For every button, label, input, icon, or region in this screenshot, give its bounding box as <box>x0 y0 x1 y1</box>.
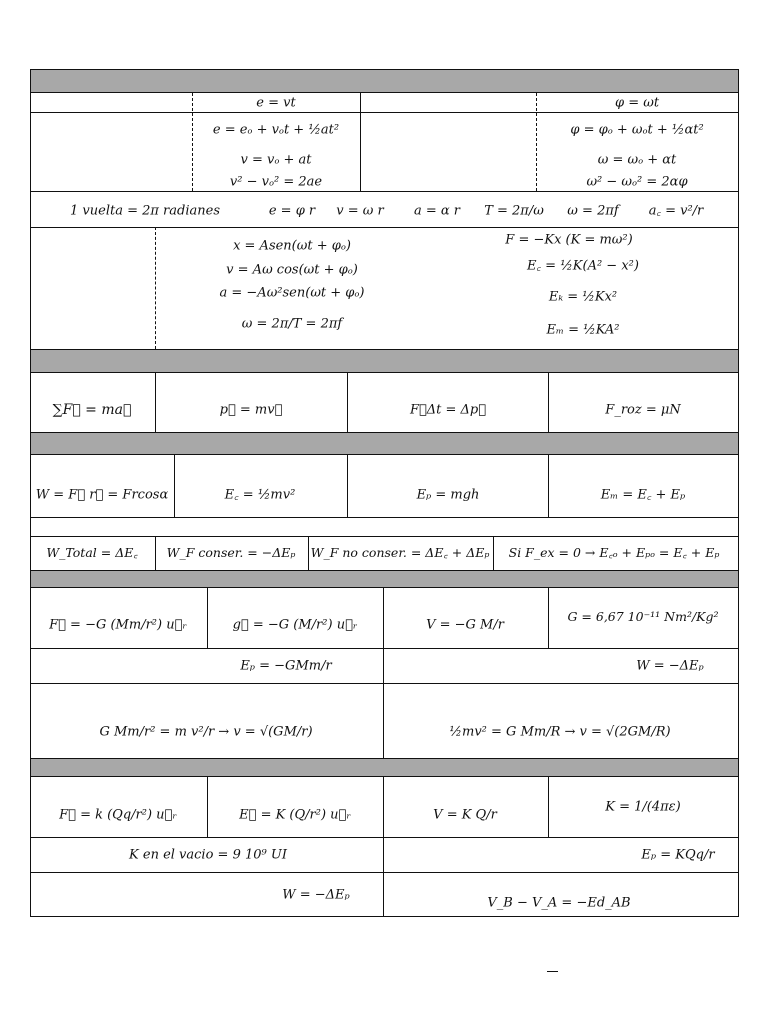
formula-electric-potential: V = K Q/r <box>433 807 497 823</box>
row-divider <box>30 536 739 537</box>
formula-shm-position: x = Asen(ωt + φₒ) <box>233 238 351 254</box>
formula-mechanical-energy: Eₘ = E꜀ + Eₚ <box>600 487 686 503</box>
formula-kinetic-energy: E꜀ = ½mv² <box>224 487 296 503</box>
formula-gravity-constant: G = 6,67 10⁻¹¹ Nm²/Kg² <box>567 608 719 624</box>
column-divider <box>192 93 193 191</box>
column-divider <box>155 373 156 432</box>
formula-angular-timeless: ω² − ωₒ² = 2αφ <box>586 174 688 190</box>
section-band-dynamics <box>30 349 739 373</box>
column-divider <box>207 588 208 648</box>
column-divider <box>347 455 348 517</box>
formula-orbital-velocity: G Mm/r² = m v²/r → v = √(GM/r) <box>99 724 313 740</box>
formula-gravity-force: F⃗ = −G (Mm/r²) u⃗ᵣ <box>49 617 187 633</box>
column-divider <box>548 455 549 517</box>
formula-accel-velocity: v = vₒ + at <box>240 152 312 168</box>
relation-frequency: ω = 2πf <box>567 203 619 219</box>
formula-electric-field: E⃗ = K (Q/r²) u⃗ᵣ <box>239 807 351 823</box>
column-divider <box>493 536 494 570</box>
formula-shm-mechanical: Eₘ = ½KA² <box>546 322 620 338</box>
formula-potential-difference: V_B − V_A = −Ed_AB <box>487 895 631 911</box>
section-band-gravitation <box>30 570 739 588</box>
column-divider <box>383 777 384 917</box>
row-divider <box>30 837 739 838</box>
column-divider <box>207 777 208 837</box>
formula-vacuum-constant: K en el vacio = 9 10⁹ UI <box>129 847 287 863</box>
column-divider <box>548 588 549 648</box>
formula-escape-velocity: ½mv² = G Mm/R → v = √(2GM/R) <box>449 724 671 740</box>
formula-uniform-angular: φ = ωt <box>614 95 660 111</box>
column-divider <box>548 373 549 432</box>
formula-newton-second: ∑F⃗ = ma⃗ <box>52 402 132 418</box>
section-band-energy <box>30 432 739 455</box>
relation-accel: a = α r <box>413 203 461 219</box>
column-divider <box>360 93 361 191</box>
formula-shm-force: F = −Kx (K = mω²) <box>505 232 633 248</box>
row-divider <box>30 112 739 113</box>
row-divider <box>30 648 739 649</box>
formula-shm-frequency: ω = 2π/T = 2πf <box>241 316 343 332</box>
column-divider <box>308 536 309 570</box>
formula-work: W = F⃗ r⃗ = Frcosα <box>35 487 169 503</box>
column-divider <box>155 227 156 349</box>
formula-shm-velocity: v = Aω cos(ωt + φₒ) <box>226 262 358 278</box>
section-band-electrostatics <box>30 758 739 777</box>
page-footer-mark <box>547 971 558 972</box>
formula-gravity-work: W = −ΔEₚ <box>636 658 704 674</box>
formula-coulomb-constant: K = 1/(4πε) <box>605 799 681 815</box>
column-divider <box>347 373 348 432</box>
formula-shm-acceleration: a = −Aω²sen(ωt + φₒ) <box>219 285 365 301</box>
row-divider <box>30 191 739 192</box>
relation-period: T = 2π/ω <box>484 203 544 219</box>
formula-shm-kinetic: E꜀ = ½K(A² − x²) <box>527 258 639 274</box>
formula-work-nonconservative: W_F no conser. = ΔE꜀ + ΔEₚ <box>310 544 490 560</box>
formula-angular-position: φ = φₒ + ωₒt + ½αt² <box>570 122 704 138</box>
formula-momentum: p⃗ = mv⃗ <box>219 402 283 418</box>
formula-angular-velocity: ω = ωₒ + αt <box>597 152 677 168</box>
row-divider <box>30 227 739 228</box>
formula-electric-energy: Eₚ = KQq/r <box>641 847 715 863</box>
formula-uniform-linear: e = vt <box>256 95 296 111</box>
column-divider <box>383 588 384 758</box>
formula-accel-timeless: v² − vₒ² = 2ae <box>229 174 323 190</box>
formula-potential-energy: Eₚ = mgh <box>416 487 480 503</box>
formula-coulomb-force: F⃗ = k (Qq/r²) u⃗ᵣ <box>59 807 177 823</box>
relation-centripetal: a꜀ = v²/r <box>648 203 704 219</box>
formula-accel-position: e = eₒ + vₒt + ½at² <box>212 122 340 138</box>
column-divider <box>155 536 156 570</box>
relation-speed: v = ω r <box>336 203 384 219</box>
formula-friction: F_roz = μN <box>605 402 681 418</box>
formula-shm-potential: Eₖ = ½Kx² <box>548 289 618 305</box>
formula-electric-work: W = −ΔEₚ <box>282 887 350 903</box>
section-band-kinematics <box>30 69 739 93</box>
column-divider <box>174 455 175 517</box>
relation-arc: e = φ r <box>268 203 316 219</box>
formula-gravity-field: g⃗ = −G (M/r²) u⃗ᵣ <box>232 617 358 633</box>
relation-revolution: 1 vuelta = 2π radianes <box>70 203 220 219</box>
formula-gravity-potential: V = −G M/r <box>426 617 504 633</box>
row-divider <box>30 872 739 873</box>
formula-impulse: F⃗Δt = Δp⃗ <box>409 402 487 418</box>
row-divider <box>30 517 739 518</box>
formula-gravity-energy: Eₚ = −GMm/r <box>240 658 332 674</box>
formula-work-conservative: W_F conser. = −ΔEₚ <box>166 544 296 560</box>
formula-work-total: W_Total = ΔE꜀ <box>46 544 138 560</box>
column-divider <box>536 93 537 191</box>
row-divider <box>30 683 739 684</box>
formula-energy-conservation: Si F_ex = 0 → E꜀ₒ + Eₚₒ = E꜀ + Eₚ <box>508 544 720 560</box>
column-divider <box>548 777 549 837</box>
